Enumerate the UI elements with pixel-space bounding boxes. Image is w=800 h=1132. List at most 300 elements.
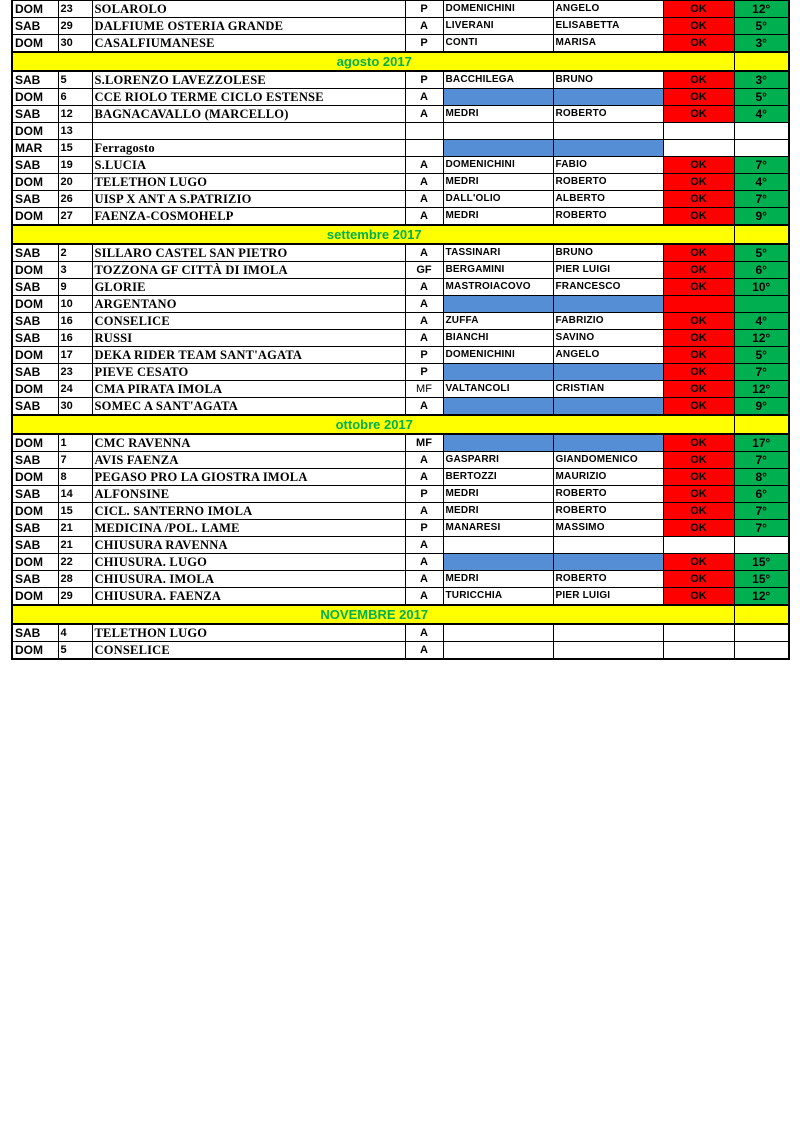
surname-cell	[443, 140, 553, 157]
surname-cell: CONTI	[443, 35, 553, 53]
date-cell: 8	[58, 469, 92, 486]
table-row	[12, 208, 789, 226]
category-cell: A	[405, 296, 443, 313]
date-cell: 6	[58, 89, 92, 106]
category-cell: A	[405, 89, 443, 106]
status-cell: OK	[663, 106, 734, 123]
day-cell: DOM	[12, 503, 58, 520]
surname-cell: TURICCHIA	[443, 588, 553, 606]
first-name-cell: MARISA	[553, 35, 663, 53]
date-cell: 1	[58, 434, 92, 452]
status-cell	[663, 123, 734, 140]
month-title: settembre 2017	[12, 225, 734, 244]
edition-cell: 12°	[734, 381, 789, 398]
table-row	[12, 486, 789, 503]
day-cell: SAB	[12, 571, 58, 588]
first-name-cell	[553, 364, 663, 381]
date-cell: 21	[58, 537, 92, 554]
edition-cell: 10°	[734, 279, 789, 296]
category-cell: A	[405, 588, 443, 606]
date-cell: 19	[58, 157, 92, 174]
day-cell: SAB	[12, 191, 58, 208]
date-cell: 26	[58, 191, 92, 208]
first-name-cell	[553, 434, 663, 452]
event-name-cell: AVIS FAENZA	[92, 452, 405, 469]
surname-cell: MEDRI	[443, 174, 553, 191]
date-cell: 15	[58, 140, 92, 157]
date-cell: 24	[58, 381, 92, 398]
edition-cell: 12°	[734, 330, 789, 347]
category-cell: A	[405, 503, 443, 520]
edition-cell: 3°	[734, 71, 789, 89]
event-name-cell: SOLAROLO	[92, 1, 405, 18]
table-row	[12, 174, 789, 191]
date-cell: 23	[58, 364, 92, 381]
day-cell: DOM	[12, 642, 58, 660]
status-cell: OK	[663, 434, 734, 452]
edition-cell: 7°	[734, 191, 789, 208]
day-cell: SAB	[12, 279, 58, 296]
surname-cell	[443, 296, 553, 313]
month-title: agosto 2017	[12, 52, 734, 71]
event-name-cell: S.LORENZO LAVEZZOLESE	[92, 71, 405, 89]
day-cell: MAR	[12, 140, 58, 157]
event-name-cell: CCE RIOLO TERME CICLO ESTENSE	[92, 89, 405, 106]
table-row	[12, 123, 789, 140]
first-name-cell: ROBERTO	[553, 208, 663, 226]
table-row	[12, 381, 789, 398]
first-name-cell: FABIO	[553, 157, 663, 174]
first-name-cell: ROBERTO	[553, 486, 663, 503]
first-name-cell: PIER LUIGI	[553, 262, 663, 279]
day-cell: SAB	[12, 106, 58, 123]
date-cell: 5	[58, 71, 92, 89]
edition-cell: 12°	[734, 1, 789, 18]
category-cell: A	[405, 191, 443, 208]
event-name-cell: CONSELICE	[92, 642, 405, 660]
status-cell: OK	[663, 381, 734, 398]
event-name-cell: TELETHON LUGO	[92, 624, 405, 642]
category-cell	[405, 123, 443, 140]
event-name-cell: PIEVE CESATO	[92, 364, 405, 381]
date-cell: 2	[58, 244, 92, 262]
table-row	[12, 157, 789, 174]
surname-cell	[443, 398, 553, 416]
edition-cell: 4°	[734, 313, 789, 330]
first-name-cell	[553, 89, 663, 106]
day-cell: DOM	[12, 347, 58, 364]
surname-cell: MANARESI	[443, 520, 553, 537]
edition-cell: 15°	[734, 571, 789, 588]
date-cell: 22	[58, 554, 92, 571]
table-row	[12, 398, 789, 416]
table-row	[12, 106, 789, 123]
surname-cell: DOMENICHINI	[443, 1, 553, 18]
category-cell: P	[405, 71, 443, 89]
status-cell: OK	[663, 18, 734, 35]
surname-cell: DALL'OLIO	[443, 191, 553, 208]
surname-cell: TASSINARI	[443, 244, 553, 262]
first-name-cell: ELISABETTA	[553, 18, 663, 35]
month-header-row	[12, 225, 789, 244]
surname-cell: BIANCHI	[443, 330, 553, 347]
first-name-cell	[553, 123, 663, 140]
surname-cell: MEDRI	[443, 208, 553, 226]
month-title: ottobre 2017	[12, 415, 734, 434]
first-name-cell: GIANDOMENICO	[553, 452, 663, 469]
edition-cell: 15°	[734, 554, 789, 571]
table-row	[12, 537, 789, 554]
status-cell: OK	[663, 571, 734, 588]
event-name-cell: BAGNACAVALLO (MARCELLO)	[92, 106, 405, 123]
day-cell: DOM	[12, 296, 58, 313]
day-cell: DOM	[12, 381, 58, 398]
date-cell: 5	[58, 642, 92, 660]
edition-cell: 7°	[734, 157, 789, 174]
status-cell: OK	[663, 398, 734, 416]
table-row	[12, 18, 789, 35]
status-cell	[663, 642, 734, 660]
event-name-cell: CASALFIUMANESE	[92, 35, 405, 53]
date-cell: 15	[58, 503, 92, 520]
day-cell: DOM	[12, 1, 58, 18]
table-row	[12, 469, 789, 486]
event-name-cell: MEDICINA /POL. LAME	[92, 520, 405, 537]
first-name-cell: PIER LUIGI	[553, 588, 663, 606]
event-name-cell: ARGENTANO	[92, 296, 405, 313]
table-row	[12, 554, 789, 571]
event-name-cell: CHIUSURA. LUGO	[92, 554, 405, 571]
table-row	[12, 1, 789, 18]
event-name-cell: Ferragosto	[92, 140, 405, 157]
month-header-fill	[734, 605, 789, 624]
table-row	[12, 434, 789, 452]
day-cell: SAB	[12, 157, 58, 174]
table-row	[12, 140, 789, 157]
event-name-cell	[92, 123, 405, 140]
events-table-body	[12, 1, 789, 660]
status-cell: OK	[663, 313, 734, 330]
events-table	[11, 0, 790, 660]
first-name-cell	[553, 554, 663, 571]
surname-cell	[443, 434, 553, 452]
day-cell: SAB	[12, 486, 58, 503]
day-cell: DOM	[12, 262, 58, 279]
category-cell: P	[405, 35, 443, 53]
edition-cell: 6°	[734, 486, 789, 503]
day-cell: SAB	[12, 313, 58, 330]
surname-cell: MASTROIACOVO	[443, 279, 553, 296]
category-cell: GF	[405, 262, 443, 279]
table-row	[12, 588, 789, 606]
surname-cell: BERTOZZI	[443, 469, 553, 486]
date-cell: 10	[58, 296, 92, 313]
day-cell: SAB	[12, 398, 58, 416]
category-cell: A	[405, 330, 443, 347]
date-cell: 13	[58, 123, 92, 140]
surname-cell	[443, 642, 553, 660]
edition-cell: 4°	[734, 106, 789, 123]
event-name-cell: TOZZONA GF CITTÀ DI IMOLA	[92, 262, 405, 279]
status-cell: OK	[663, 71, 734, 89]
month-header-row	[12, 415, 789, 434]
date-cell: 23	[58, 1, 92, 18]
day-cell: SAB	[12, 364, 58, 381]
surname-cell: BERGAMINI	[443, 262, 553, 279]
category-cell: A	[405, 469, 443, 486]
surname-cell: DOMENICHINI	[443, 347, 553, 364]
first-name-cell: BRUNO	[553, 71, 663, 89]
status-cell: OK	[663, 262, 734, 279]
table-row	[12, 262, 789, 279]
status-cell: OK	[663, 35, 734, 53]
category-cell: A	[405, 398, 443, 416]
category-cell: A	[405, 313, 443, 330]
event-name-cell: CONSELICE	[92, 313, 405, 330]
surname-cell: MEDRI	[443, 106, 553, 123]
table-row	[12, 279, 789, 296]
edition-cell: 5°	[734, 244, 789, 262]
date-cell: 29	[58, 18, 92, 35]
first-name-cell: SAVINO	[553, 330, 663, 347]
category-cell: A	[405, 279, 443, 296]
edition-cell: 5°	[734, 18, 789, 35]
date-cell: 3	[58, 262, 92, 279]
table-row	[12, 71, 789, 89]
edition-cell: 7°	[734, 520, 789, 537]
month-header-fill	[734, 415, 789, 434]
day-cell: DOM	[12, 89, 58, 106]
event-name-cell: CMA PIRATA IMOLA	[92, 381, 405, 398]
edition-cell	[734, 140, 789, 157]
status-cell: OK	[663, 191, 734, 208]
edition-cell: 7°	[734, 364, 789, 381]
category-cell: MF	[405, 381, 443, 398]
edition-cell: 4°	[734, 174, 789, 191]
table-row	[12, 296, 789, 313]
event-name-cell: CHIUSURA. IMOLA	[92, 571, 405, 588]
day-cell: SAB	[12, 537, 58, 554]
day-cell: DOM	[12, 35, 58, 53]
first-name-cell: ALBERTO	[553, 191, 663, 208]
category-cell	[405, 140, 443, 157]
first-name-cell: CRISTIAN	[553, 381, 663, 398]
surname-cell	[443, 537, 553, 554]
event-name-cell: CMC RAVENNA	[92, 434, 405, 452]
day-cell: SAB	[12, 624, 58, 642]
event-name-cell: GLORIE	[92, 279, 405, 296]
first-name-cell: BRUNO	[553, 244, 663, 262]
surname-cell: BACCHILEGA	[443, 71, 553, 89]
day-cell: SAB	[12, 71, 58, 89]
date-cell: 27	[58, 208, 92, 226]
category-cell: A	[405, 571, 443, 588]
surname-cell	[443, 89, 553, 106]
calendar-sheet	[11, 0, 790, 660]
date-cell: 9	[58, 279, 92, 296]
day-cell: SAB	[12, 452, 58, 469]
status-cell: OK	[663, 520, 734, 537]
status-cell: OK	[663, 174, 734, 191]
date-cell: 7	[58, 452, 92, 469]
month-header-row	[12, 605, 789, 624]
first-name-cell: ROBERTO	[553, 503, 663, 520]
month-header-fill	[734, 225, 789, 244]
status-cell: OK	[663, 244, 734, 262]
category-cell: A	[405, 18, 443, 35]
status-cell	[663, 140, 734, 157]
day-cell: DOM	[12, 208, 58, 226]
date-cell: 21	[58, 520, 92, 537]
edition-cell: 3°	[734, 35, 789, 53]
day-cell: DOM	[12, 469, 58, 486]
table-row	[12, 313, 789, 330]
day-cell: SAB	[12, 18, 58, 35]
category-cell: A	[405, 452, 443, 469]
first-name-cell	[553, 642, 663, 660]
edition-cell: 17°	[734, 434, 789, 452]
event-name-cell: PEGASO PRO LA GIOSTRA IMOLA	[92, 469, 405, 486]
edition-cell: 12°	[734, 588, 789, 606]
table-row	[12, 364, 789, 381]
event-name-cell: S.LUCIA	[92, 157, 405, 174]
date-cell: 30	[58, 35, 92, 53]
date-cell: 16	[58, 330, 92, 347]
date-cell: 4	[58, 624, 92, 642]
day-cell: DOM	[12, 123, 58, 140]
status-cell	[663, 624, 734, 642]
surname-cell	[443, 123, 553, 140]
first-name-cell	[553, 398, 663, 416]
date-cell: 29	[58, 588, 92, 606]
table-row	[12, 347, 789, 364]
table-row	[12, 452, 789, 469]
table-row	[12, 35, 789, 53]
surname-cell: ZUFFA	[443, 313, 553, 330]
event-name-cell: CICL. SANTERNO IMOLA	[92, 503, 405, 520]
category-cell: A	[405, 554, 443, 571]
event-name-cell: SILLARO CASTEL SAN PIETRO	[92, 244, 405, 262]
status-cell: OK	[663, 364, 734, 381]
surname-cell: MEDRI	[443, 486, 553, 503]
table-row	[12, 191, 789, 208]
first-name-cell: FRANCESCO	[553, 279, 663, 296]
surname-cell	[443, 554, 553, 571]
edition-cell: 6°	[734, 262, 789, 279]
first-name-cell: ANGELO	[553, 347, 663, 364]
first-name-cell	[553, 140, 663, 157]
category-cell: MF	[405, 434, 443, 452]
table-row	[12, 330, 789, 347]
date-cell: 30	[58, 398, 92, 416]
first-name-cell: ROBERTO	[553, 571, 663, 588]
status-cell: OK	[663, 554, 734, 571]
edition-cell	[734, 624, 789, 642]
date-cell: 28	[58, 571, 92, 588]
category-cell: A	[405, 208, 443, 226]
event-name-cell: SOMEC A SANT'AGATA	[92, 398, 405, 416]
surname-cell: LIVERANI	[443, 18, 553, 35]
category-cell: A	[405, 624, 443, 642]
edition-cell: 9°	[734, 398, 789, 416]
event-name-cell: CHIUSURA RAVENNA	[92, 537, 405, 554]
table-row	[12, 642, 789, 660]
surname-cell: GASPARRI	[443, 452, 553, 469]
status-cell: OK	[663, 89, 734, 106]
status-cell: OK	[663, 330, 734, 347]
first-name-cell: MAURIZIO	[553, 469, 663, 486]
first-name-cell	[553, 624, 663, 642]
month-title: NOVEMBRE 2017	[12, 605, 734, 624]
category-cell: A	[405, 106, 443, 123]
day-cell: SAB	[12, 520, 58, 537]
status-cell: OK	[663, 503, 734, 520]
day-cell: DOM	[12, 434, 58, 452]
category-cell: A	[405, 642, 443, 660]
category-cell: A	[405, 157, 443, 174]
first-name-cell	[553, 296, 663, 313]
table-row	[12, 244, 789, 262]
month-header-fill	[734, 52, 789, 71]
table-row	[12, 571, 789, 588]
day-cell: SAB	[12, 330, 58, 347]
surname-cell: MEDRI	[443, 503, 553, 520]
edition-cell: 8°	[734, 469, 789, 486]
first-name-cell: ROBERTO	[553, 106, 663, 123]
category-cell: P	[405, 486, 443, 503]
status-cell	[663, 537, 734, 554]
surname-cell: MEDRI	[443, 571, 553, 588]
event-name-cell: RUSSI	[92, 330, 405, 347]
status-cell: OK	[663, 279, 734, 296]
table-row	[12, 503, 789, 520]
edition-cell: 7°	[734, 503, 789, 520]
category-cell: A	[405, 537, 443, 554]
status-cell: OK	[663, 486, 734, 503]
edition-cell	[734, 123, 789, 140]
edition-cell: 5°	[734, 89, 789, 106]
event-name-cell: UISP X ANT A S.PATRIZIO	[92, 191, 405, 208]
category-cell: P	[405, 520, 443, 537]
date-cell: 14	[58, 486, 92, 503]
date-cell: 17	[58, 347, 92, 364]
event-name-cell: DEKA RIDER TEAM SANT'AGATA	[92, 347, 405, 364]
event-name-cell: CHIUSURA. FAENZA	[92, 588, 405, 606]
table-row	[12, 624, 789, 642]
day-cell: SAB	[12, 244, 58, 262]
category-cell: P	[405, 364, 443, 381]
first-name-cell	[553, 537, 663, 554]
status-cell: OK	[663, 588, 734, 606]
event-name-cell: FAENZA-COSMOHELP	[92, 208, 405, 226]
day-cell: DOM	[12, 554, 58, 571]
edition-cell: 5°	[734, 347, 789, 364]
day-cell: DOM	[12, 588, 58, 606]
status-cell: OK	[663, 157, 734, 174]
event-name-cell: DALFIUME OSTERIA GRANDE	[92, 18, 405, 35]
edition-cell	[734, 296, 789, 313]
status-cell: OK	[663, 208, 734, 226]
edition-cell	[734, 537, 789, 554]
category-cell: A	[405, 174, 443, 191]
status-cell: OK	[663, 347, 734, 364]
table-row	[12, 89, 789, 106]
event-name-cell: TELETHON LUGO	[92, 174, 405, 191]
edition-cell: 9°	[734, 208, 789, 226]
status-cell: OK	[663, 1, 734, 18]
date-cell: 20	[58, 174, 92, 191]
day-cell: DOM	[12, 174, 58, 191]
